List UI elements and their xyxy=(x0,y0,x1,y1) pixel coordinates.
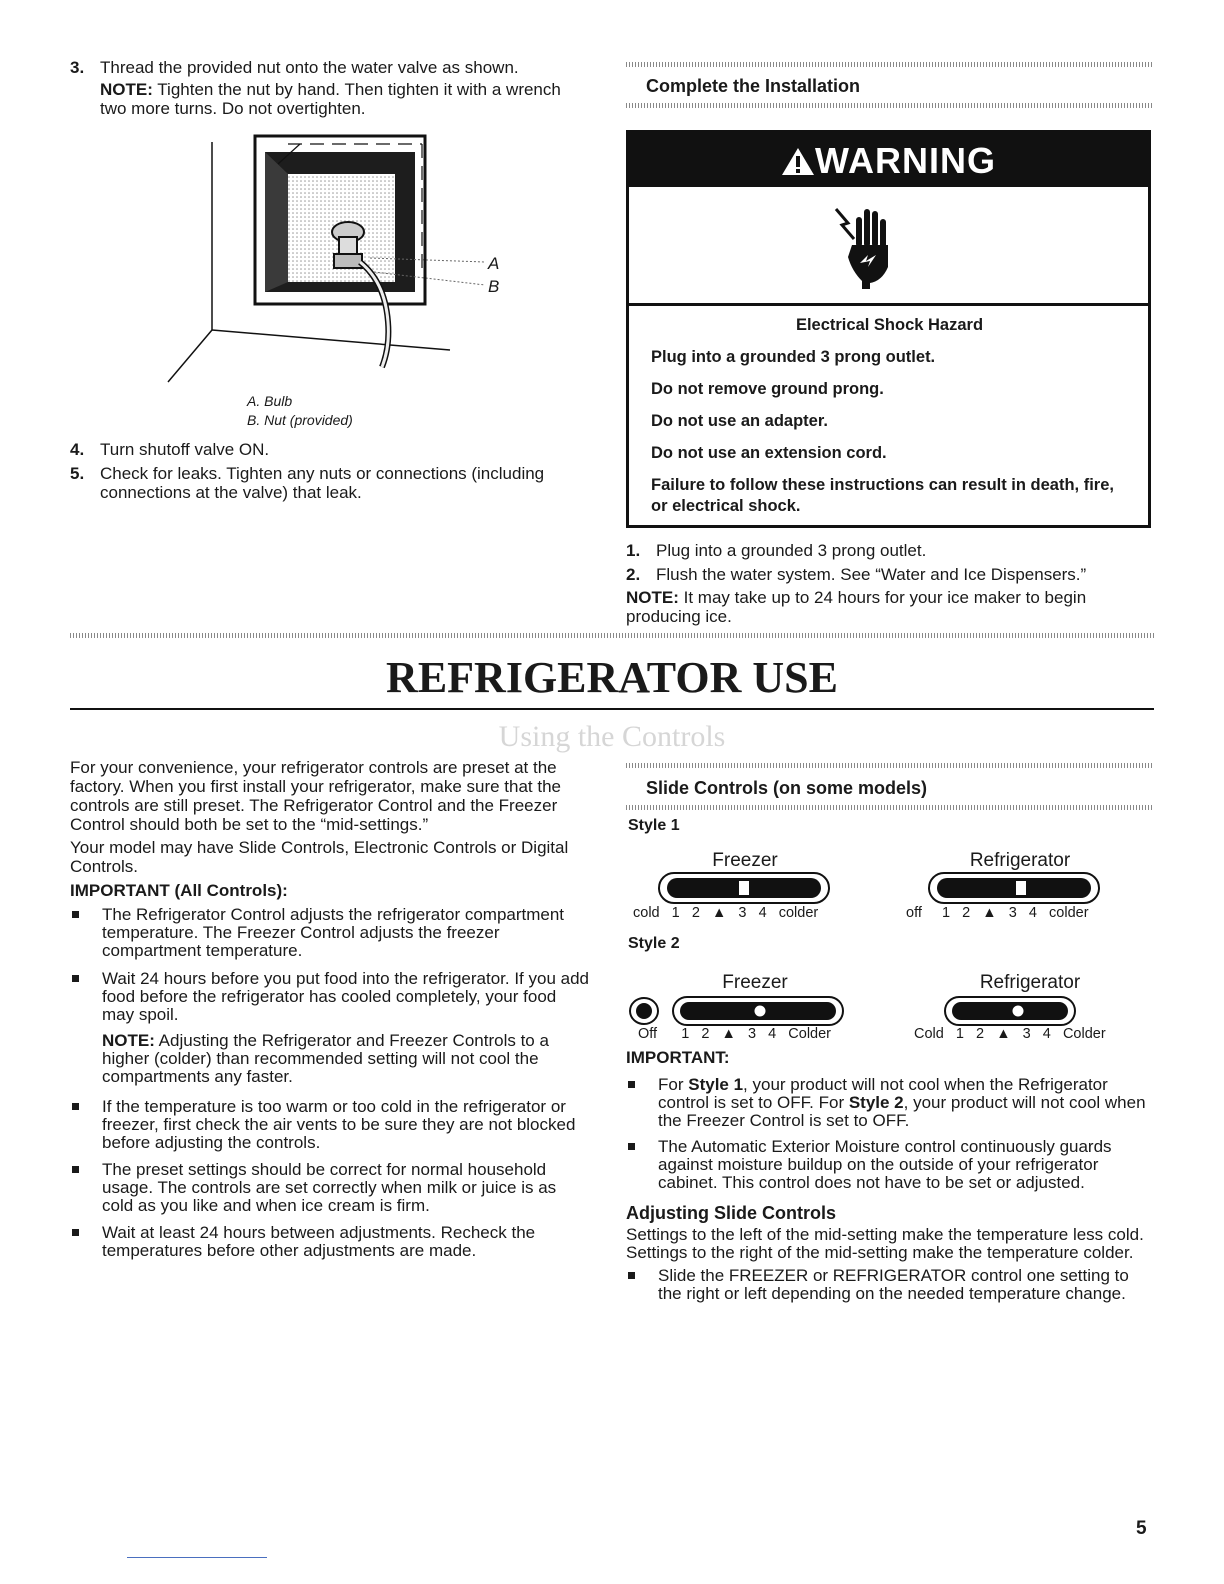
complete-installation-steps xyxy=(626,541,1146,626)
hatch-rule xyxy=(626,805,1154,810)
callout-b: B xyxy=(488,277,500,296)
style-1-freezer-label: Freezer xyxy=(712,850,778,871)
important-bullet: The preset settings should be correct for normal household usage. The controls are set correctly when milk or juice is as cold as you like and when ice cream is firm. xyxy=(70,1161,592,1215)
style-1-refrigerator-scale: off 1 2 ▲ 3 4 colder xyxy=(906,905,1089,921)
important-heading: IMPORTANT (All Controls): xyxy=(70,881,288,900)
important-bullet: For Style 1, your product will not cool when the Refrigerator control is set to OFF. For Style 2, your product will not cool when the Freezer Control is set to OFF. xyxy=(626,1076,1148,1130)
style-2-label: Style 2 xyxy=(628,935,680,952)
important-bullet: The Refrigerator Control adjusts the refrigerator compartment temperature. The Freezer Control adjusts the freezer compartment temperature. xyxy=(70,906,592,960)
complete-installation-heading: Complete the Installation xyxy=(646,76,861,96)
slider-thumb-icon[interactable] xyxy=(739,881,749,895)
connect-step-2: 2. Flush the water system. See “Water and Ice Dispensers.” xyxy=(626,565,1087,584)
important-bullet: Wait at least 24 hours between adjustments. Recheck the temperatures before other adjustments are made. xyxy=(70,1224,592,1260)
connect-step-1: 1. Plug into a grounded 3 prong outlet. xyxy=(626,541,927,560)
style-2-refrigerator-label: Refrigerator xyxy=(979,972,1081,993)
warning-triangle-icon xyxy=(781,146,815,176)
warning-line: Failure to follow these instructions can result in death, fire, or electrical shock. xyxy=(651,476,1114,515)
power-button-icon[interactable] xyxy=(628,996,660,1026)
slider-thumb-icon[interactable] xyxy=(1016,881,1026,895)
adjusting-text: Settings to the left of the mid-setting make the temperature less cold. Settings to the right of the mid-setting make the temperature colder. xyxy=(626,1225,1144,1262)
style-2-freezer-scale: Off 1 2 ▲ 3 4 Colder xyxy=(638,1026,831,1042)
step-3-note: NOTE: Tighten the nut by hand. Then tighten it with a wrench two more turns. Do not overtighten. xyxy=(100,80,561,118)
electric-shock-hand-icon xyxy=(834,201,894,291)
style-1-freezer-scale: cold 1 2 ▲ 3 4 colder xyxy=(633,905,819,921)
title-rule xyxy=(70,708,1154,710)
style-2-refrigerator-scale: Cold 1 2 ▲ 3 4 Colder xyxy=(914,1026,1106,1042)
step-3: 3. Thread the provided nut onto the water valve as shown. xyxy=(70,58,519,77)
caption-bulb: A. Bulb xyxy=(247,393,293,409)
style-2-refrigerator-slider[interactable] xyxy=(944,996,1076,1026)
warning-line: Do not use an adapter. xyxy=(651,412,828,430)
important-bullet: If the temperature is too warm or too cold in the refrigerator or freezer, first check the air vents to be sure they are not blocked before adjusting the controls. xyxy=(70,1098,592,1152)
section-subtitle: Using the Controls xyxy=(498,720,726,753)
warning-line: Plug into a grounded 3 prong outlet. xyxy=(651,348,936,366)
caption-nut: B. Nut (provided) xyxy=(247,412,353,428)
slide-controls-heading: Slide Controls (on some models) xyxy=(646,778,928,798)
style-2-freezer-slider[interactable] xyxy=(672,996,844,1026)
style-2-freezer-label: Freezer xyxy=(722,972,788,993)
section-divider xyxy=(70,633,1154,638)
slider-thumb-icon[interactable] xyxy=(1012,1005,1024,1017)
important-heading: IMPORTANT: xyxy=(626,1048,730,1067)
install-steps xyxy=(70,58,592,118)
step-5: 5. Check for leaks. Tighten any nuts or connections (including connections at the valve) that leak. xyxy=(70,464,545,502)
connect-note: NOTE: It may take up to 24 hours for your ice maker to begin producing ice. xyxy=(626,588,1087,626)
slide-controls-important xyxy=(626,1048,1148,1303)
warning-icon-area xyxy=(629,187,1148,306)
warning-box xyxy=(626,130,1151,528)
hatch-rule xyxy=(626,103,1154,108)
slide-controls-header xyxy=(626,763,1154,810)
hazard-title: Electrical Shock Hazard xyxy=(795,316,984,334)
style-1-refrigerator-label: Refrigerator xyxy=(969,850,1071,871)
step-4: 4. Turn shutoff valve ON. xyxy=(70,440,270,459)
hatch-rule xyxy=(626,62,1154,67)
style-1-label: Style 1 xyxy=(628,817,680,834)
adjusting-bullet: Slide the FREEZER or REFRIGERATOR control one setting to the right or left depending on the needed temperature change. xyxy=(626,1267,1148,1303)
style-1-refrigerator-slider[interactable] xyxy=(928,872,1100,904)
controls-intro xyxy=(70,758,592,1260)
warning-line: Do not remove ground prong. xyxy=(651,380,884,398)
water-valve-illustration xyxy=(160,132,510,392)
warning-banner: WARNING xyxy=(629,133,1148,187)
warning-line: Do not use an extension cord. xyxy=(651,444,887,462)
slider-thumb-icon[interactable] xyxy=(754,1005,766,1017)
complete-installation-header xyxy=(626,62,1154,108)
adjusting-heading: Adjusting Slide Controls xyxy=(626,1203,836,1223)
footer-rule xyxy=(127,1557,267,1558)
section-title: REFRIGERATOR USE xyxy=(386,653,838,702)
install-steps-continued xyxy=(70,440,592,502)
page-number: 5 xyxy=(1136,1518,1147,1539)
style-1-freezer-slider[interactable] xyxy=(658,872,830,904)
important-bullet: The Automatic Exterior Moisture control continuously guards against moisture buildup on the outside of your refrigerator cabinet. This control does not have to be set or adjusted. xyxy=(626,1138,1148,1192)
intro-paragraph: Your model may have Slide Controls, Electronic Controls or Digital Controls. xyxy=(70,838,569,876)
adjust-note: NOTE: Adjusting the Refrigerator and Freezer Controls to a higher (colder) than recommended setting will not cool the compartments any faster. xyxy=(102,1031,549,1086)
hatch-rule xyxy=(626,763,1154,768)
warning-text xyxy=(651,315,1128,517)
intro-paragraph: For your convenience, your refrigerator controls are preset at the factory. When you first install your refrigerator, make sure that the controls are still preset. The Refrigerator Control and the Freezer Control should both be set to the “mid-settings.” xyxy=(70,758,561,834)
important-bullet: Wait 24 hours before you put food into the refrigerator. If you add food before the refrigerator has cooled completely, your food may spoil. xyxy=(70,970,592,1024)
callout-a: A xyxy=(488,254,500,273)
